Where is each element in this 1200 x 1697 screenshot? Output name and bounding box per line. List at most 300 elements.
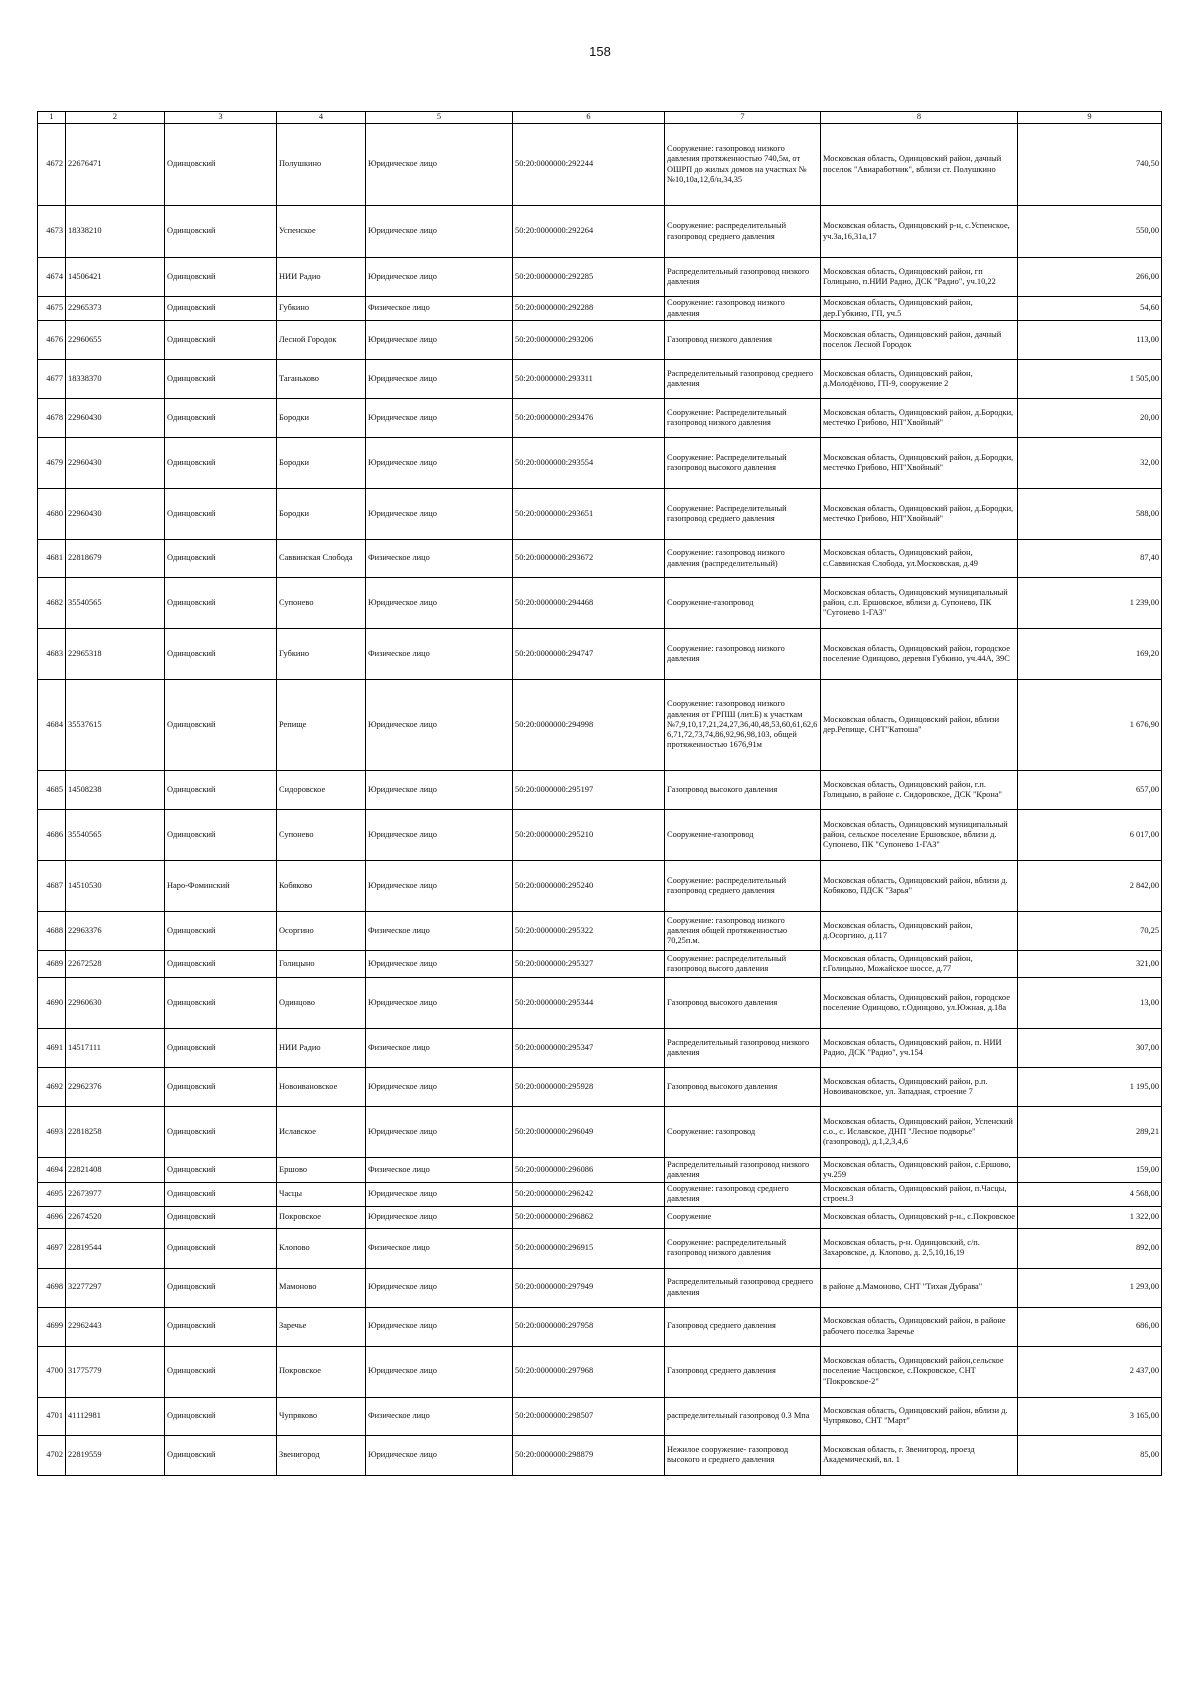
district-cell: Одинцовский (165, 1228, 277, 1268)
row-number: 4691 (38, 1029, 66, 1068)
value-cell: 1 239,00 (1018, 578, 1162, 629)
value-cell: 70,25 (1018, 912, 1162, 951)
object-code: 22960630 (66, 978, 165, 1029)
cadastral-number-cell: 50:20:0000000:294998 (513, 680, 665, 771)
address-cell: Московская область, Одинцовский район, д.Молодёново, ГП-9, сооружение 2 (821, 360, 1018, 399)
address-cell: Московская область, Одинцовский район, г.п. Голицыно, в районе с. Сидоровское, ДСК "Крона" (821, 771, 1018, 810)
owner-type-cell: Юридическое лицо (366, 1307, 513, 1346)
object-description-cell: Сооружение: распределительный газопровод среднего давления (665, 861, 821, 912)
cadastral-number-cell: 50:20:0000000:294747 (513, 629, 665, 680)
settlement-cell: Бородки (277, 438, 366, 489)
owner-type-cell: Физическое лицо (366, 1228, 513, 1268)
object-code: 22676471 (66, 124, 165, 206)
value-cell: 2 842,00 (1018, 861, 1162, 912)
object-description-cell: Газопровод высокого давления (665, 771, 821, 810)
settlement-cell: Часцы (277, 1183, 366, 1207)
owner-type-cell: Юридическое лицо (366, 360, 513, 399)
object-description-cell: Сооружение: газопровод низкого давления от ГРПШ (лит.Б) к участкам №7,9,10,17,21,24,27,36,40,48,53,60,61,62,66,71,72,73,74,86,92,96,98,103, общей протяженностью 1676,91м (665, 680, 821, 771)
cadastral-number-cell: 50:20:0000000:293311 (513, 360, 665, 399)
object-code: 22962376 (66, 1068, 165, 1107)
value-cell: 1 195,00 (1018, 1068, 1162, 1107)
value-cell: 4 568,00 (1018, 1183, 1162, 1207)
district-cell: Одинцовский (165, 321, 277, 360)
row-number: 4693 (38, 1107, 66, 1158)
settlement-cell: Клопово (277, 1228, 366, 1268)
owner-type-cell: Юридическое лицо (366, 399, 513, 438)
object-description-cell: Сооружение: Распределительный газопровод низкого давления (665, 399, 821, 438)
district-cell: Одинцовский (165, 297, 277, 321)
object-code: 41112981 (66, 1397, 165, 1435)
owner-type-cell: Физическое лицо (366, 1397, 513, 1435)
table-row (38, 1268, 1162, 1307)
address-cell: Московская область, Одинцовский муниципальный район, с.п. Ершовское, вблизи д. Супонево, ПК "Сугонево 1-ГАЗ" (821, 578, 1018, 629)
address-cell: Московская область, Одинцовский район,сельское поселение Часцовское, с.Покровское, СНТ "Покровское-2" (821, 1346, 1018, 1397)
table-row (38, 810, 1162, 861)
object-code: 22960430 (66, 438, 165, 489)
table-row (38, 1206, 1162, 1228)
row-number: 4689 (38, 951, 66, 978)
address-cell: Московская область, Одинцовский район, городское поселение Одинцово, г.Одинцово, ул.Южная, д.18а (821, 978, 1018, 1029)
value-cell: 54,60 (1018, 297, 1162, 321)
address-cell: Московская область, р-н. Одинцовский, с/п. Захаровское, д. Клопово, д. 2,5,10,16,19 (821, 1228, 1018, 1268)
row-number: 4697 (38, 1228, 66, 1268)
cadastral-number-cell: 50:20:0000000:293206 (513, 321, 665, 360)
cadastral-number-cell: 50:20:0000000:295347 (513, 1029, 665, 1068)
owner-type-cell: Юридическое лицо (366, 1183, 513, 1207)
object-description-cell: Распределительный газопровод низкого давления (665, 1158, 821, 1183)
settlement-cell: Супонево (277, 578, 366, 629)
settlement-cell: НИИ Радио (277, 258, 366, 297)
cadastral-number-cell: 50:20:0000000:292285 (513, 258, 665, 297)
row-number: 4672 (38, 124, 66, 206)
district-cell: Одинцовский (165, 1068, 277, 1107)
row-number: 4692 (38, 1068, 66, 1107)
settlement-cell: Иславское (277, 1107, 366, 1158)
object-description-cell: Сооружение: газопровод низкого давления (665, 297, 821, 321)
address-cell: Московская область, Одинцовский район, вблизи дер.Репище, СНТ"Катюша" (821, 680, 1018, 771)
column-header-6: 6 (513, 112, 665, 124)
owner-type-cell: Юридическое лицо (366, 1268, 513, 1307)
row-number: 4683 (38, 629, 66, 680)
row-number: 4680 (38, 489, 66, 540)
cadastral-number-cell: 50:20:0000000:293554 (513, 438, 665, 489)
district-cell: Одинцовский (165, 438, 277, 489)
owner-type-cell: Юридическое лицо (366, 1435, 513, 1475)
value-cell: 20,00 (1018, 399, 1162, 438)
settlement-cell: Кобяково (277, 861, 366, 912)
owner-type-cell: Юридическое лицо (366, 124, 513, 206)
object-code: 22821408 (66, 1158, 165, 1183)
district-cell: Одинцовский (165, 1029, 277, 1068)
address-cell: Московская область, Одинцовский р-н., с.Покровское (821, 1206, 1018, 1228)
row-number: 4698 (38, 1268, 66, 1307)
object-code: 22960655 (66, 321, 165, 360)
district-cell: Одинцовский (165, 206, 277, 258)
table-row (38, 438, 1162, 489)
owner-type-cell: Физическое лицо (366, 1158, 513, 1183)
object-code: 22963376 (66, 912, 165, 951)
table-row (38, 912, 1162, 951)
table-row (38, 540, 1162, 578)
owner-type-cell: Юридическое лицо (366, 680, 513, 771)
object-description-cell: Распределительный газопровод среднего давления (665, 1268, 821, 1307)
cadastral-number-cell: 50:20:0000000:295327 (513, 951, 665, 978)
object-description-cell: распределительный газопровод 0.3 Мпа (665, 1397, 821, 1435)
table-row (38, 1307, 1162, 1346)
address-cell: Московская область, Одинцовский район, Успенский с.о., с. Иславское, ДНП "Лесное подворье" (газопровод), д.1,2,3,4,6 (821, 1107, 1018, 1158)
row-number: 4685 (38, 771, 66, 810)
row-number: 4686 (38, 810, 66, 861)
row-number: 4676 (38, 321, 66, 360)
value-cell: 321,00 (1018, 951, 1162, 978)
address-cell: Московская область, Одинцовский район, в районе рабочего поселка Заречье (821, 1307, 1018, 1346)
district-cell: Одинцовский (165, 124, 277, 206)
district-cell: Одинцовский (165, 771, 277, 810)
table-row (38, 297, 1162, 321)
settlement-cell: Покровское (277, 1206, 366, 1228)
district-cell: Одинцовский (165, 489, 277, 540)
district-cell: Одинцовский (165, 810, 277, 861)
object-description-cell: Сооружение: Распределительный газопровод среднего давления (665, 489, 821, 540)
settlement-cell: Ершово (277, 1158, 366, 1183)
value-cell: 113,00 (1018, 321, 1162, 360)
address-cell: Московская область, Одинцовский район, дачный поселок Лесной Городок (821, 321, 1018, 360)
row-number: 4687 (38, 861, 66, 912)
object-code: 35537615 (66, 680, 165, 771)
row-number: 4675 (38, 297, 66, 321)
district-cell: Одинцовский (165, 399, 277, 438)
cadastral-number-cell: 50:20:0000000:296862 (513, 1206, 665, 1228)
district-cell: Одинцовский (165, 629, 277, 680)
table-row (38, 951, 1162, 978)
address-cell: Московская область, Одинцовский район, д.Осоргино, д.117 (821, 912, 1018, 951)
object-description-cell: Сооружение (665, 1206, 821, 1228)
value-cell: 87,40 (1018, 540, 1162, 578)
object-description-cell: Сооружение: распределительный газопровод высого давления (665, 951, 821, 978)
cadastral-number-cell: 50:20:0000000:295344 (513, 978, 665, 1029)
settlement-cell: Супонево (277, 810, 366, 861)
table-body (38, 124, 1162, 1476)
column-header-1: 1 (38, 112, 66, 124)
object-code: 22674520 (66, 1206, 165, 1228)
district-cell: Одинцовский (165, 680, 277, 771)
row-number: 4701 (38, 1397, 66, 1435)
table-row (38, 124, 1162, 206)
settlement-cell: Чупряково (277, 1397, 366, 1435)
district-cell: Одинцовский (165, 1307, 277, 1346)
object-description-cell: Нежилое сооружение- газопровод высокого и среднего давления (665, 1435, 821, 1475)
row-number: 4695 (38, 1183, 66, 1207)
address-cell: в районе д.Мамоново, СНТ "Тихая Дубрава" (821, 1268, 1018, 1307)
address-cell: Московская область, Одинцовский район, р.п. Новоивановское, ул. Западная, строение 7 (821, 1068, 1018, 1107)
address-cell: Московская область, Одинцовский район, г.Голицыно, Можайское шоссе, д.77 (821, 951, 1018, 978)
object-description-cell: Сооружение: распределительный газопровод среднего давления (665, 206, 821, 258)
owner-type-cell: Юридическое лицо (366, 321, 513, 360)
object-description-cell: Сооружение: газопровод среднего давления (665, 1183, 821, 1207)
district-cell: Одинцовский (165, 1158, 277, 1183)
table-row (38, 629, 1162, 680)
table-row (38, 489, 1162, 540)
object-code: 22818258 (66, 1107, 165, 1158)
object-description-cell: Газопровод среднего давления (665, 1346, 821, 1397)
page-number: 158 (589, 44, 611, 59)
value-cell: 1 505,00 (1018, 360, 1162, 399)
owner-type-cell: Юридическое лицо (366, 1068, 513, 1107)
address-cell: Московская область, Одинцовский муниципальный район, сельское поселение Ершовское, вблизи д. Супонево, ПК "Супонево 1-ГАЗ" (821, 810, 1018, 861)
value-cell: 307,00 (1018, 1029, 1162, 1068)
address-cell: Московская область, Одинцовский район, гп Голицыно, п.НИИ Радио, ДСК "Радио", уч.10,22 (821, 258, 1018, 297)
table-row (38, 258, 1162, 297)
row-number: 4673 (38, 206, 66, 258)
table-row (38, 1183, 1162, 1207)
owner-type-cell: Юридическое лицо (366, 258, 513, 297)
row-number: 4677 (38, 360, 66, 399)
row-number: 4688 (38, 912, 66, 951)
owner-type-cell: Юридическое лицо (366, 578, 513, 629)
value-cell: 2 437,00 (1018, 1346, 1162, 1397)
value-cell: 6 017,00 (1018, 810, 1162, 861)
object-description-cell: Сооружение: газопровод низкого давления общей протяженностью 70,25п.м. (665, 912, 821, 951)
object-code: 35540565 (66, 810, 165, 861)
district-cell: Наро-Фоминский (165, 861, 277, 912)
table-header (38, 112, 1162, 124)
address-cell: Московская область, Одинцовский район, с.Саввинская Слобода, ул.Московская, д.49 (821, 540, 1018, 578)
cadastral-number-cell: 50:20:0000000:298879 (513, 1435, 665, 1475)
table-row (38, 1068, 1162, 1107)
registry-table (37, 111, 1162, 1476)
settlement-cell: Успенское (277, 206, 366, 258)
owner-type-cell: Юридическое лицо (366, 861, 513, 912)
owner-type-cell: Юридическое лицо (366, 1206, 513, 1228)
row-number: 4690 (38, 978, 66, 1029)
value-cell: 289,21 (1018, 1107, 1162, 1158)
settlement-cell: НИИ Радио (277, 1029, 366, 1068)
object-code: 22960430 (66, 489, 165, 540)
district-cell: Одинцовский (165, 1268, 277, 1307)
owner-type-cell: Физическое лицо (366, 297, 513, 321)
district-cell: Одинцовский (165, 912, 277, 951)
column-header-3: 3 (165, 112, 277, 124)
object-description-cell: Сооружение: газопровод низкого давления протяженностью 740,5м, от ОШРП до жилых домов на участках №№10,10а,12,б/н,34,35 (665, 124, 821, 206)
object-code: 35540565 (66, 578, 165, 629)
settlement-cell: Бородки (277, 489, 366, 540)
address-cell: Московская область, Одинцовский район, д.Бородки, местечко Грибово, НП"Хвойный" (821, 399, 1018, 438)
value-cell: 1 322,00 (1018, 1206, 1162, 1228)
cadastral-number-cell: 50:20:0000000:296086 (513, 1158, 665, 1183)
table-row (38, 1029, 1162, 1068)
object-code: 22819559 (66, 1435, 165, 1475)
table-row (38, 1107, 1162, 1158)
address-cell: Московская область, г. Звенигород, проезд Академический, вл. 1 (821, 1435, 1018, 1475)
table-row (38, 360, 1162, 399)
settlement-cell: Таганьково (277, 360, 366, 399)
district-cell: Одинцовский (165, 360, 277, 399)
cadastral-number-cell: 50:20:0000000:294468 (513, 578, 665, 629)
row-number: 4702 (38, 1435, 66, 1475)
row-number: 4699 (38, 1307, 66, 1346)
settlement-cell: Репище (277, 680, 366, 771)
cadastral-number-cell: 50:20:0000000:292244 (513, 124, 665, 206)
district-cell: Одинцовский (165, 540, 277, 578)
cadastral-number-cell: 50:20:0000000:295928 (513, 1068, 665, 1107)
cadastral-number-cell: 50:20:0000000:293672 (513, 540, 665, 578)
address-cell: Московская область, Одинцовский район, п. НИИ Радио, ДСК "Радио", уч.154 (821, 1029, 1018, 1068)
value-cell: 32,00 (1018, 438, 1162, 489)
cadastral-number-cell: 50:20:0000000:297949 (513, 1268, 665, 1307)
settlement-cell: Губкино (277, 629, 366, 680)
address-cell: Московская область, Одинцовский р-н, с.Успенское, уч.3а,16,31а,17 (821, 206, 1018, 258)
row-number: 4684 (38, 680, 66, 771)
value-cell: 169,20 (1018, 629, 1162, 680)
settlement-cell: Лесной Городок (277, 321, 366, 360)
table-row (38, 861, 1162, 912)
object-code: 22962443 (66, 1307, 165, 1346)
object-description-cell: Сооружение: распределительный газопровод низкого давления (665, 1228, 821, 1268)
row-number: 4696 (38, 1206, 66, 1228)
value-cell: 588,00 (1018, 489, 1162, 540)
object-description-cell: Газопровод среднего давления (665, 1307, 821, 1346)
row-number: 4681 (38, 540, 66, 578)
row-number: 4700 (38, 1346, 66, 1397)
object-description-cell: Газопровод низкого давления (665, 321, 821, 360)
object-description-cell: Распределительный газопровод среднего давления (665, 360, 821, 399)
address-cell: Московская область, Одинцовский район, вблизи д. Чупряково, СНТ "Март" (821, 1397, 1018, 1435)
district-cell: Одинцовский (165, 1397, 277, 1435)
settlement-cell: Сидоровское (277, 771, 366, 810)
object-code: 22818679 (66, 540, 165, 578)
column-header-9: 9 (1018, 112, 1162, 124)
address-cell: Московская область, Одинцовский район, д.Бородки, местечко Грибово, НП"Хвойный" (821, 489, 1018, 540)
owner-type-cell: Физическое лицо (366, 540, 513, 578)
address-cell: Московская область, Одинцовский район, дер.Губкино, ГП, уч.5 (821, 297, 1018, 321)
object-code: 22960430 (66, 399, 165, 438)
address-cell: Московская область, Одинцовский район, вблизи д. Кобяково, ПДСК "Зарья" (821, 861, 1018, 912)
object-code: 31775779 (66, 1346, 165, 1397)
table-row (38, 206, 1162, 258)
district-cell: Одинцовский (165, 1206, 277, 1228)
owner-type-cell: Юридическое лицо (366, 978, 513, 1029)
cadastral-number-cell: 50:20:0000000:297968 (513, 1346, 665, 1397)
owner-type-cell: Юридическое лицо (366, 438, 513, 489)
value-cell: 550,00 (1018, 206, 1162, 258)
owner-type-cell: Физическое лицо (366, 1029, 513, 1068)
address-cell: Московская область, Одинцовский район, городское поселение Одинцово, деревня Губкино, уч.44А, 39С (821, 629, 1018, 680)
district-cell: Одинцовский (165, 578, 277, 629)
cadastral-number-cell: 50:20:0000000:297958 (513, 1307, 665, 1346)
object-description-cell: Распределительный газопровод низкого давления (665, 258, 821, 297)
settlement-cell: Одинцово (277, 978, 366, 1029)
table-row (38, 680, 1162, 771)
value-cell: 740,50 (1018, 124, 1162, 206)
row-number: 4694 (38, 1158, 66, 1183)
cadastral-number-cell: 50:20:0000000:296915 (513, 1228, 665, 1268)
object-description-cell: Сооружение-газопровод (665, 810, 821, 861)
object-code: 22819544 (66, 1228, 165, 1268)
settlement-cell: Новоивановское (277, 1068, 366, 1107)
cadastral-number-cell: 50:20:0000000:296242 (513, 1183, 665, 1207)
object-description-cell: Сооружение-газопровод (665, 578, 821, 629)
settlement-cell: Звенигород (277, 1435, 366, 1475)
cadastral-number-cell: 50:20:0000000:296049 (513, 1107, 665, 1158)
owner-type-cell: Юридическое лицо (366, 489, 513, 540)
cadastral-number-cell: 50:20:0000000:295240 (513, 861, 665, 912)
value-cell: 1 676,90 (1018, 680, 1162, 771)
object-code: 14510530 (66, 861, 165, 912)
column-header-7: 7 (665, 112, 821, 124)
object-code: 18338210 (66, 206, 165, 258)
table-row (38, 1397, 1162, 1435)
column-header-8: 8 (821, 112, 1018, 124)
object-description-cell: Распределительный газопровод низкого давления (665, 1029, 821, 1068)
value-cell: 686,00 (1018, 1307, 1162, 1346)
header-row (38, 112, 1162, 124)
cadastral-number-cell: 50:20:0000000:293476 (513, 399, 665, 438)
settlement-cell: Саввинская Слобода (277, 540, 366, 578)
cadastral-number-cell: 50:20:0000000:298507 (513, 1397, 665, 1435)
cadastral-number-cell: 50:20:0000000:292264 (513, 206, 665, 258)
row-number: 4679 (38, 438, 66, 489)
district-cell: Одинцовский (165, 1346, 277, 1397)
settlement-cell: Заречье (277, 1307, 366, 1346)
column-header-4: 4 (277, 112, 366, 124)
object-code: 18338370 (66, 360, 165, 399)
owner-type-cell: Физическое лицо (366, 912, 513, 951)
object-description-cell: Газопровод высокого давления (665, 978, 821, 1029)
value-cell: 3 165,00 (1018, 1397, 1162, 1435)
table-row (38, 1158, 1162, 1183)
object-code: 22965318 (66, 629, 165, 680)
district-cell: Одинцовский (165, 258, 277, 297)
column-header-2: 2 (66, 112, 165, 124)
address-cell: Московская область, Одинцовский район, с.Ершово, уч.259 (821, 1158, 1018, 1183)
district-cell: Одинцовский (165, 1183, 277, 1207)
object-code: 22965373 (66, 297, 165, 321)
value-cell: 159,00 (1018, 1158, 1162, 1183)
table-row (38, 978, 1162, 1029)
object-code: 22672528 (66, 951, 165, 978)
value-cell: 657,00 (1018, 771, 1162, 810)
owner-type-cell: Юридическое лицо (366, 810, 513, 861)
owner-type-cell: Юридическое лицо (366, 951, 513, 978)
settlement-cell: Покровское (277, 1346, 366, 1397)
owner-type-cell: Юридическое лицо (366, 1107, 513, 1158)
object-description-cell: Сооружение: Распределительный газопровод высокого давления (665, 438, 821, 489)
value-cell: 85,00 (1018, 1435, 1162, 1475)
owner-type-cell: Юридическое лицо (366, 206, 513, 258)
value-cell: 892,00 (1018, 1228, 1162, 1268)
cadastral-number-cell: 50:20:0000000:295197 (513, 771, 665, 810)
table-row (38, 771, 1162, 810)
settlement-cell: Мамоново (277, 1268, 366, 1307)
table-row (38, 1346, 1162, 1397)
cadastral-number-cell: 50:20:0000000:293651 (513, 489, 665, 540)
address-cell: Московская область, Одинцовский район, п.Часцы, строен.3 (821, 1183, 1018, 1207)
district-cell: Одинцовский (165, 1107, 277, 1158)
settlement-cell: Бородки (277, 399, 366, 438)
cadastral-number-cell: 50:20:0000000:295322 (513, 912, 665, 951)
value-cell: 13,00 (1018, 978, 1162, 1029)
cadastral-number-cell: 50:20:0000000:295210 (513, 810, 665, 861)
object-code: 14508238 (66, 771, 165, 810)
column-header-5: 5 (366, 112, 513, 124)
owner-type-cell: Физическое лицо (366, 629, 513, 680)
address-cell: Московская область, Одинцовский район, дачный поселок "Авиаработник", вблизи ст. Полушкино (821, 124, 1018, 206)
object-code: 14517111 (66, 1029, 165, 1068)
object-description-cell: Сооружение: газопровод (665, 1107, 821, 1158)
district-cell: Одинцовский (165, 978, 277, 1029)
table-row (38, 321, 1162, 360)
cadastral-number-cell: 50:20:0000000:292288 (513, 297, 665, 321)
